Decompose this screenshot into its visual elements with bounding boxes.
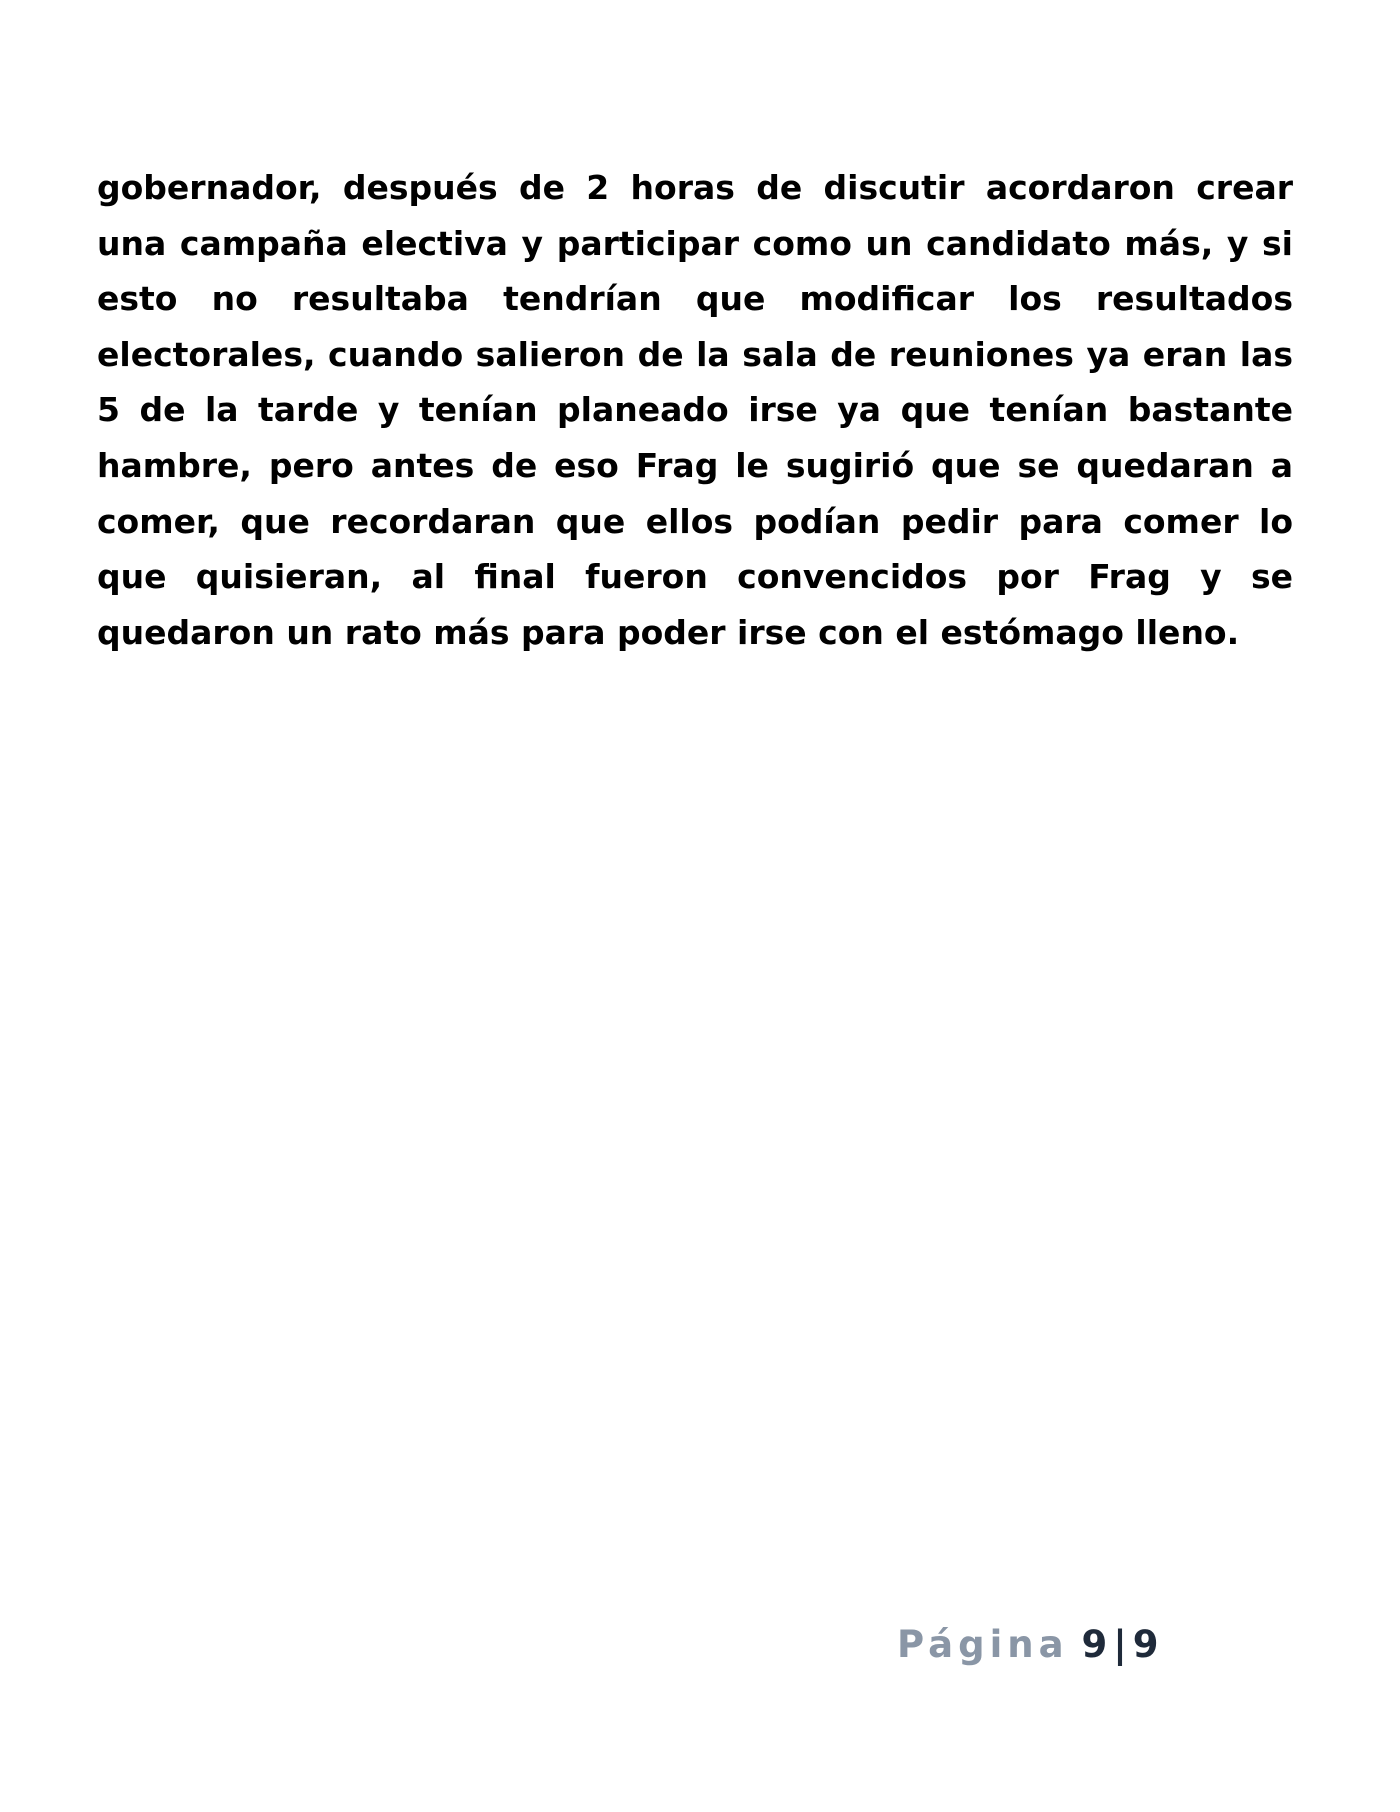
- page-footer: [897, 1620, 1197, 1670]
- total-page-number: 9: [1132, 1623, 1159, 1666]
- body-paragraph: gobernador, después de 2 horas de discutir acordaron crear una campaña electiva y participar como un candidato más, y si esto no resultaba tendrían que modificar los resultados electorales, cuando salieron de la sala de reuniones ya eran las 5 de la tarde y tenían planeado irse ya que tenían bastante hambre, pero antes de eso Frag le sugirió que se quedaran a comer, que recordaran que ellos podían pedir para comer lo que quisieran, al final fueron convencidos por Frag y se quedaron un rato más para poder irse con el estómago lleno.: [97, 168, 1293, 652]
- page-separator: |: [1113, 1623, 1127, 1666]
- current-page-number: 9: [1081, 1623, 1108, 1666]
- page-label: Página: [897, 1623, 1069, 1666]
